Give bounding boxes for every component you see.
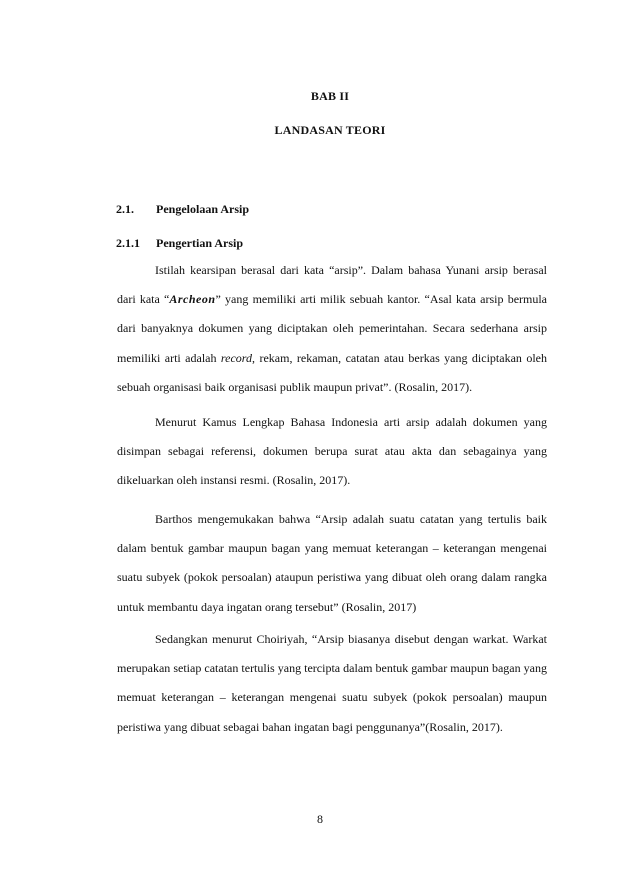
- section-number: 2.1.: [116, 202, 134, 216]
- term-archeon: Archeon: [169, 292, 216, 307]
- paragraph-kamus-lengkap: Menurut Kamus Lengkap Bahasa Indonesia arti arsip adalah dokumen yang disimpan sebagai referensi, dokumen berupa surat atau akta dan sebagainya yang dikeluarkan oleh instansi resmi. (Rosalin, 2017).: [117, 415, 547, 488]
- chapter-title: LANDASAN TEORI: [274, 123, 386, 137]
- paragraph-text: , rekam, rekaman, catatan atau berkas yang diciptakan oleh sebuah organisasi baik organisasi publik maupun privat”. (Rosalin, 2017).: [117, 350, 547, 394]
- paragraph-choiriyah: Sedangkan menurut Choiriyah, “Arsip biasanya disebut dengan warkat. Warkat merupakan setiap catatan tertulis yang tercipta dalam bentuk gambar maupun bagan yang memuat keterangan – keterangan mengenai suatu subyek (pokok persoalan) maupun peristiwa yang dibuat sebagai bahan ingatan bagi penggunanya”(Rosalin, 2017).: [117, 632, 547, 734]
- paragraph-text: Istilah kearsipan berasal dari kata “arsip”. Dalam bahasa Yunani arsip berasal dari kata “: [117, 263, 547, 307]
- chapter-label: BAB II: [310, 89, 350, 103]
- page-number: 8: [317, 812, 323, 826]
- paragraph-istilah-kearsipan: [117, 256, 547, 402]
- section-heading-2-1: [116, 202, 249, 217]
- term-record: record: [220, 350, 253, 365]
- section-title: Pengelolaan Arsip: [156, 202, 250, 216]
- section-heading-2-1-1: [116, 236, 243, 251]
- paragraph-barthos: Barthos mengemukakan bahwa “Arsip adalah suatu catatan yang tertulis baik dalam bentuk gambar maupun bagan yang memuat keterangan – keterangan mengenai suatu subyek (pokok persoalan) ataupun peristiwa yang dibuat oleh orang dalam rangka untuk membantu daya ingatan orang tersebut” (Rosalin, 2017): [117, 512, 547, 614]
- section-title: Pengertian Arsip: [156, 236, 243, 250]
- section-number: 2.1.1: [116, 236, 140, 250]
- paragraph-text: ” yang memiliki arti milik sebuah kantor. “Asal kata arsip bermula dari banyaknya dokumen yang diciptakan oleh pemerintahan. Secara sederhana arsip memiliki arti adalah: [117, 292, 548, 365]
